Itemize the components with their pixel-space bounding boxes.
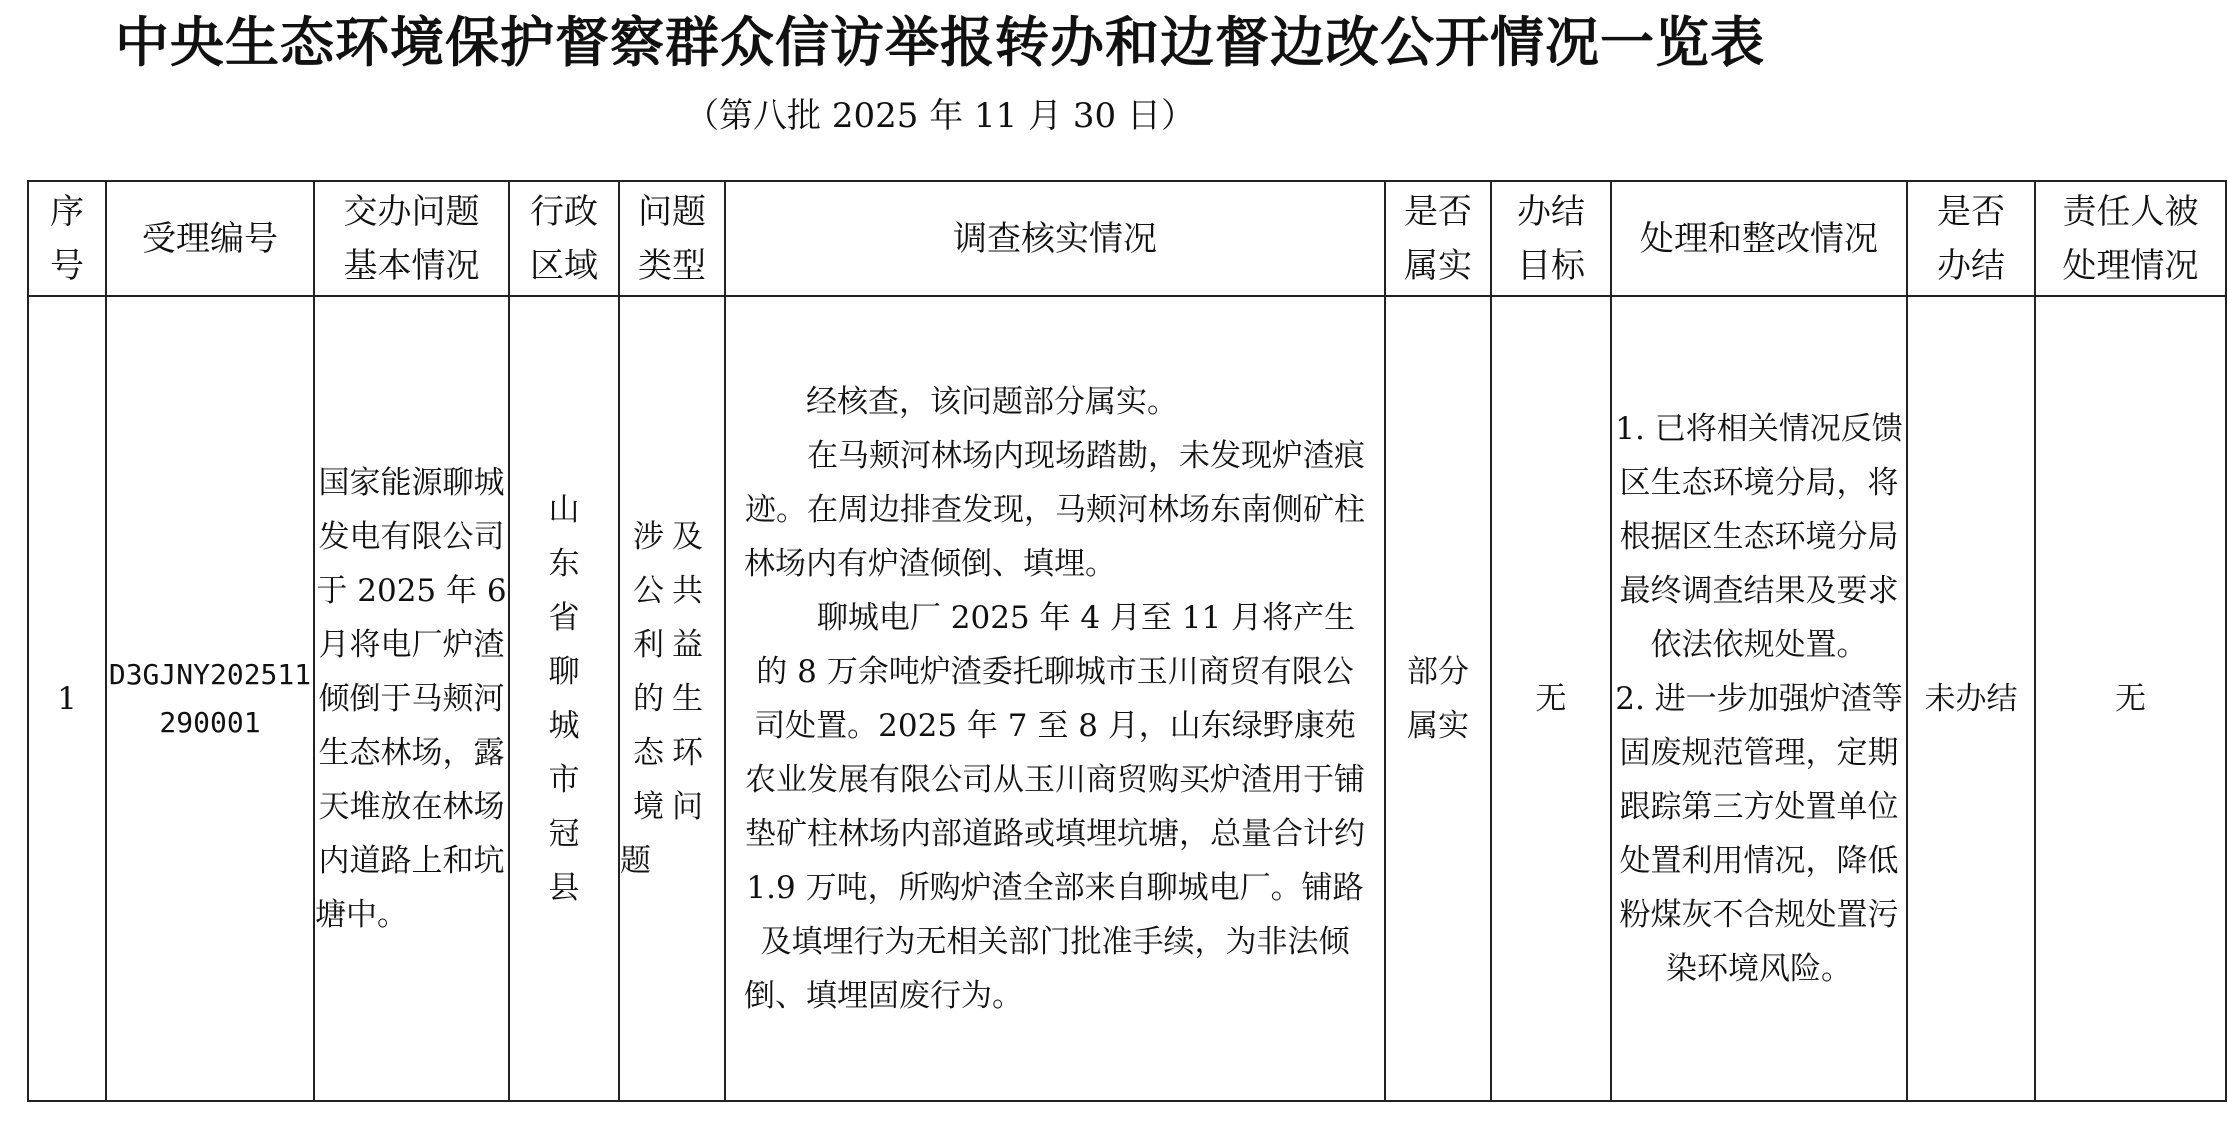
header-problem-type: 问题 类型 xyxy=(619,181,725,296)
header-is-true: 是否 属实 xyxy=(1385,181,1491,296)
cell-handling xyxy=(1611,296,1907,1101)
header-is-closed: 是否 办结 xyxy=(1907,181,2035,296)
header-target: 办结 目标 xyxy=(1491,181,1611,296)
cell-region: 山东省聊城市冠县 xyxy=(509,296,619,1101)
header-accountability: 责任人被 处理情况 xyxy=(2035,181,2226,296)
cell-seq: 1 xyxy=(28,296,106,1101)
header-region: 行政 区域 xyxy=(509,181,619,296)
table-row xyxy=(28,296,2226,1101)
table-header-row xyxy=(28,181,2226,296)
header-basic-info: 交办问题 基本情况 xyxy=(314,181,509,296)
header-investigation: 调查核实情况 xyxy=(725,181,1385,296)
handling-item: 2. 进一步加强炉渣等固废规范管理，定期跟踪第三方处置单位处置利用情况，降低粉煤灰不合规处置污染环境风险。 xyxy=(1615,680,1903,987)
cell-is-true: 部分属实 xyxy=(1385,296,1491,1101)
cell-accountability: 无 xyxy=(2035,296,2226,1101)
header-code: 受理编号 xyxy=(106,181,314,296)
cell-code: D3GJNY202511290001 xyxy=(106,296,314,1101)
handling-item: 1. 已将相关情况反馈区生态环境分局，将根据区生态环境分局最终调查结果及要求依法依规处置。 xyxy=(1615,410,1903,663)
page-title: 中央生态环境保护督察群众信访举报转办和边督边改公开情况一览表 xyxy=(115,10,1765,74)
cell-is-closed: 未办结 xyxy=(1907,296,2035,1101)
investigation-paragraph: 聊城电厂 2025 年 4 月至 11 月将产生的 8 万余吨炉渣委托聊城市玉川商贸有限公司处置。2025 年 7 至 8 月，山东绿野康苑农业发展有限公司从玉川商贸购买炉渣用于铺垫矿柱林场内部道路或填埋坑塘，总量合计约 1.9 万吨，所购炉渣全部来自聊城电厂。铺路及填埋行为无相关部门批准手续，为非法倾倒、填埋固废行为。 xyxy=(744,599,1365,1014)
cell-investigation xyxy=(725,296,1385,1101)
investigation-paragraph: 经核查，该问题部分属实。 xyxy=(806,383,1178,420)
investigation-paragraph: 在马颊河林场内现场踏勘，未发现炉渣痕迹。在周边排查发现，马颊河林场东南侧矿柱林场内有炉渣倾倒、填埋。 xyxy=(744,437,1365,582)
cell-problem-type: 涉及公共利益的生态环境问题 xyxy=(619,296,725,1101)
report-table xyxy=(27,180,2227,1102)
header-handling: 处理和整改情况 xyxy=(1611,181,1907,296)
cell-basic-info: 国家能源聊城发电有限公司于 2025 年 6 月将电厂炉渣倾倒于马颊河生态林场，露天堆放在林场内道路上和坑塘中。 xyxy=(314,296,509,1101)
page-subtitle: （第八批 2025 年 11 月 30 日） xyxy=(685,96,1195,136)
cell-target: 无 xyxy=(1491,296,1611,1101)
header-seq: 序 号 xyxy=(28,181,106,296)
